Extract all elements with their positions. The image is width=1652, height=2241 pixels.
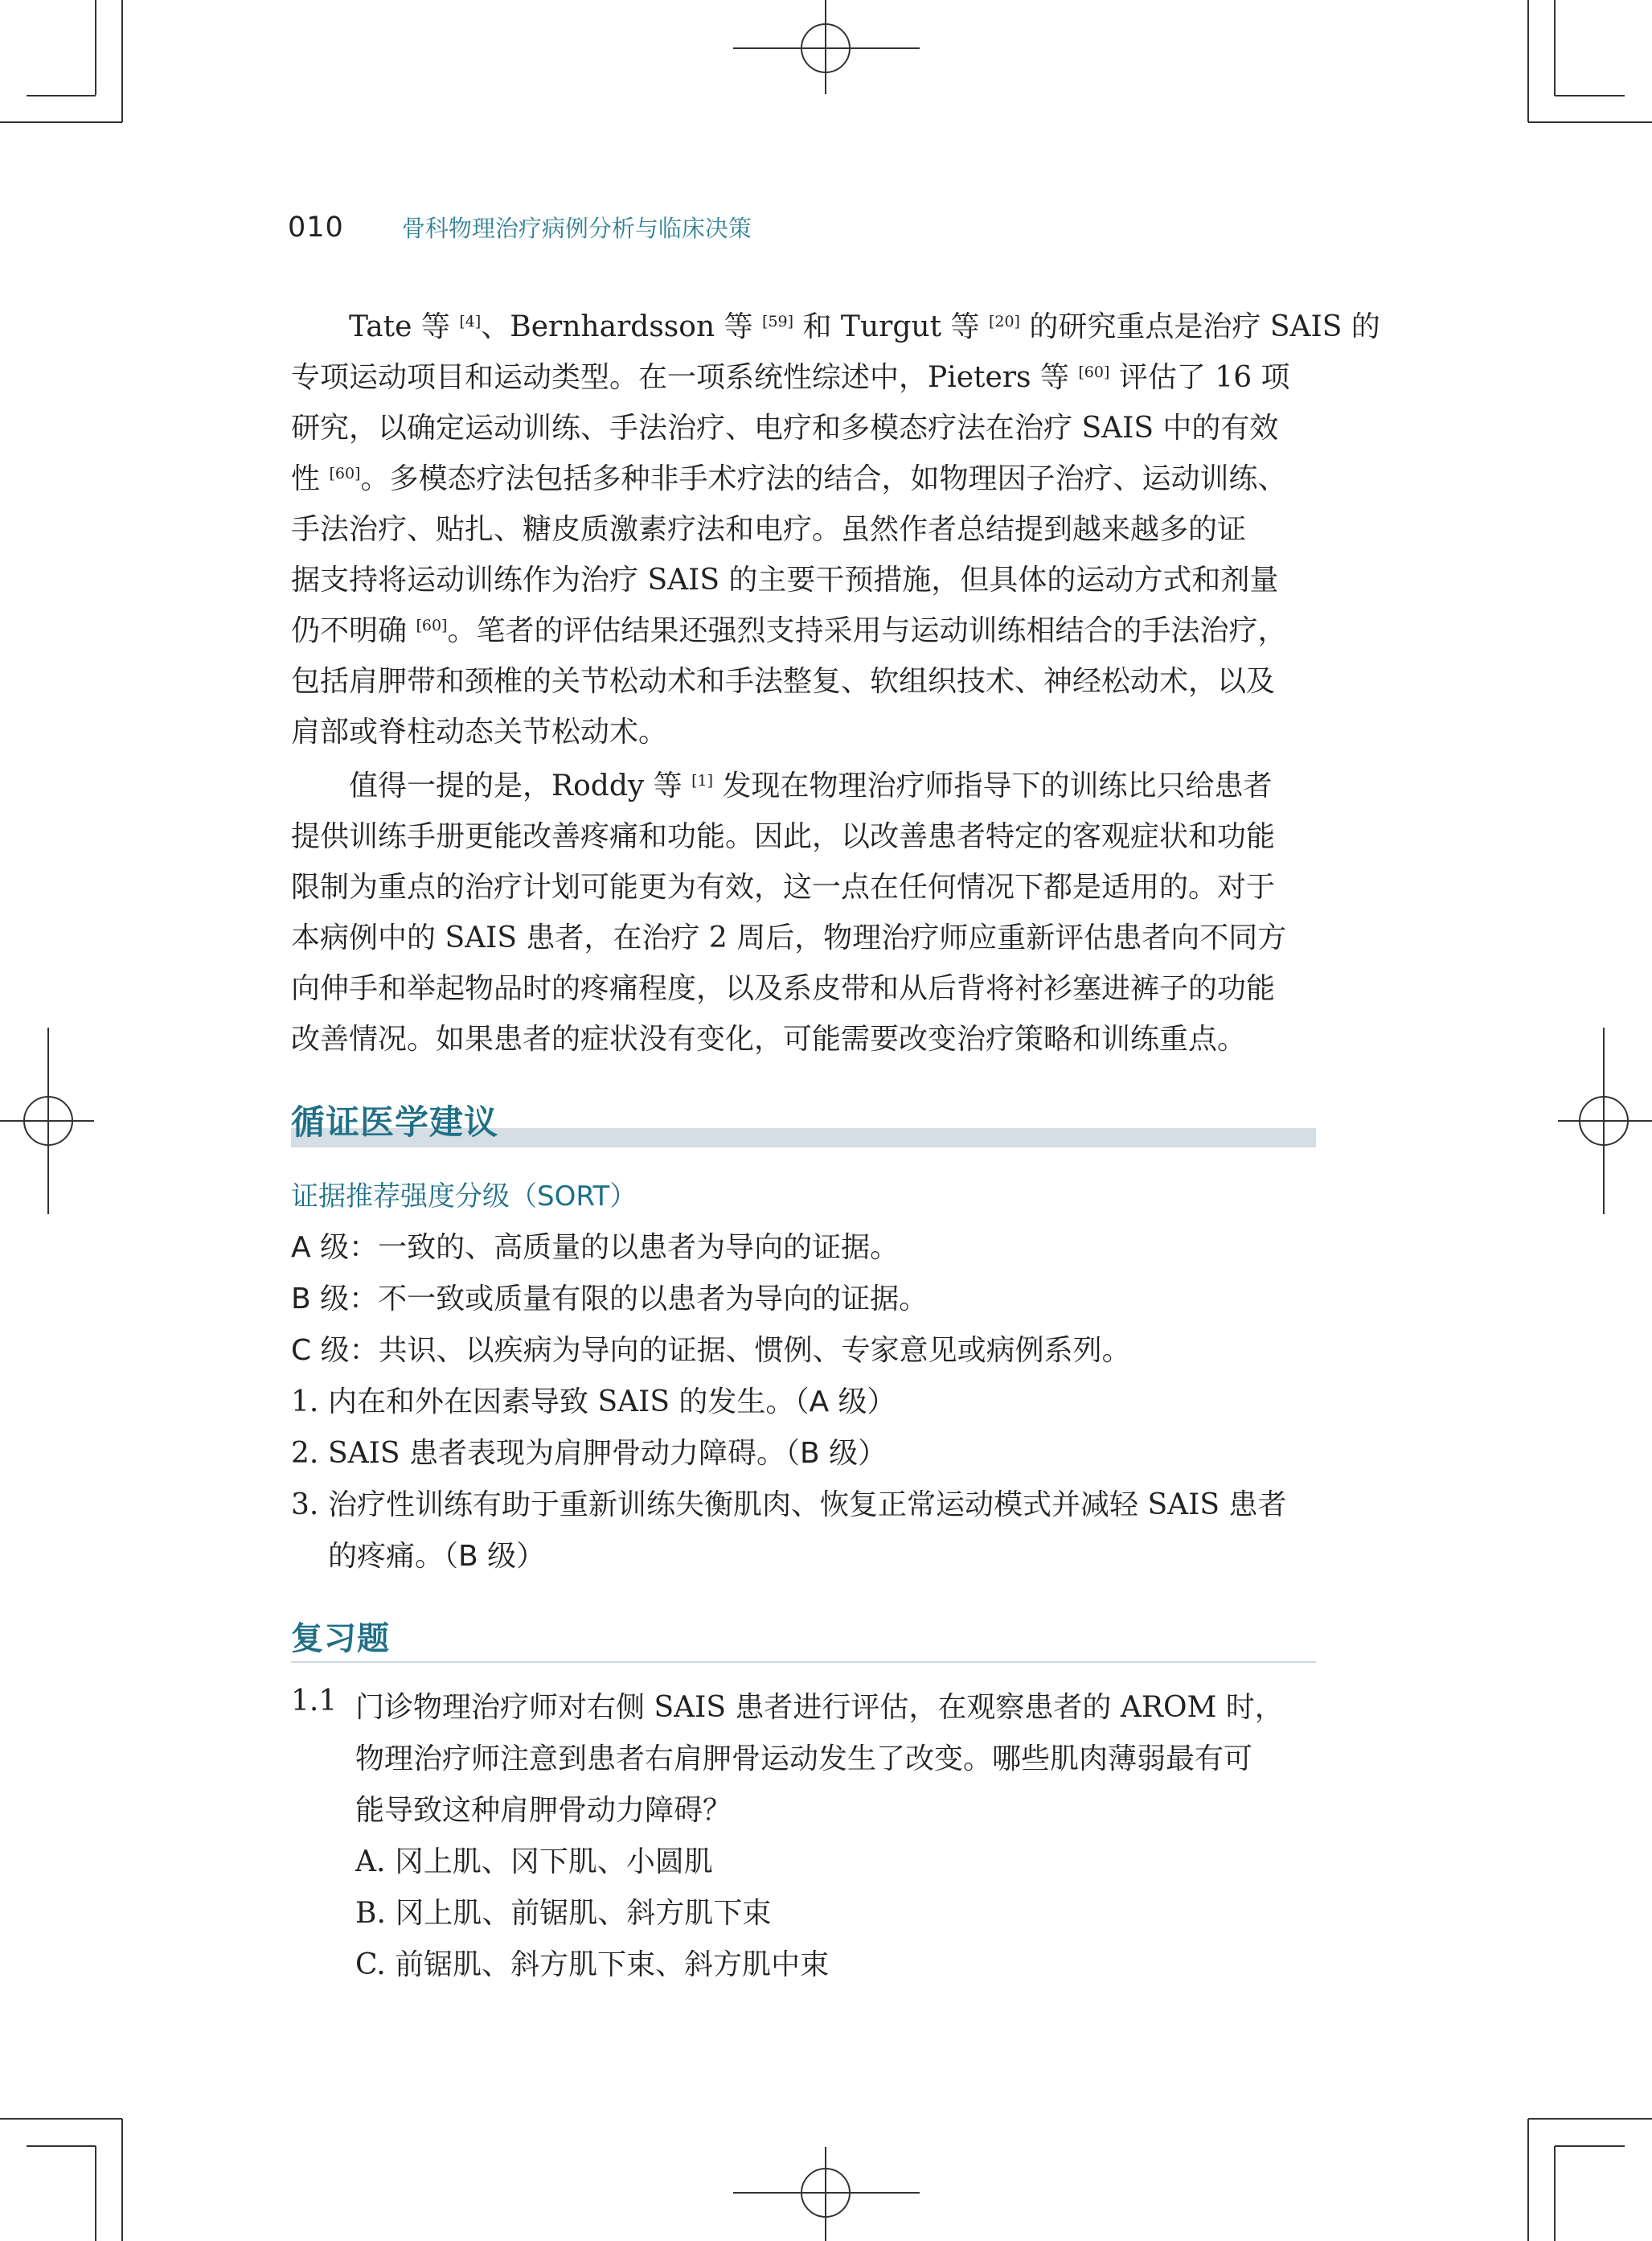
text-line: 肩部或脊柱动态关节松动术。 [291, 716, 668, 749]
recommendation-3-cont: 的疼痛。（B 级） [328, 1540, 546, 1573]
recommendation-2: 2. SAIS 患者表现为肩胛骨动力障碍。（B 级） [291, 1437, 887, 1470]
section-title-review: 复习题 [291, 1620, 390, 1657]
text-line: 向伸手和举起物品时的疼痛程度，以及系皮带和从后背将衬衫塞进裤子的功能 [291, 972, 1276, 1005]
section-title-evidence: 循证医学建议 [291, 1102, 499, 1142]
text-line: 仍不明确 [60]。笔者的评估结果还强烈支持采用与运动训练相结合的手法治疗， [291, 614, 1287, 647]
page-number: 010 [288, 211, 344, 244]
option-a: A. 冈上肌、冈下肌、小圆肌 [355, 1845, 713, 1878]
paragraph-2 [291, 761, 1316, 1065]
text-line: 改善情况。如果患者的症状没有变化，可能需要改变治疗策略和训练重点。 [291, 1023, 1247, 1056]
text-line: 包括肩胛带和颈椎的关节松动术和手法整复、软组织技术、神经松动术，以及 [291, 665, 1276, 698]
text-line: 提供训练手册更能改善疼痛和功能。因此，以改善患者特定的客观症状和功能 [291, 820, 1276, 853]
question-number: 1.1 [291, 1685, 338, 1718]
page-header [288, 211, 752, 251]
text-line: 性 [60]。多模态疗法包括多种非手术疗法的结合，如物理因子治疗、运动训练、 [291, 462, 1287, 495]
grade-a: A 级：一致的、高质量的以患者为导向的证据。 [291, 1231, 900, 1264]
text-line: 手法治疗、贴扎、糖皮质激素疗法和电疗。虽然作者总结提到越来越多的证 [291, 513, 1247, 546]
question-line: 能导致这种肩胛骨动力障碍？ [355, 1794, 732, 1827]
text-line: 专项运动项目和运动类型。在一项系统性综述中，Pieters 等 [60] 评估了 16 项 [291, 361, 1290, 394]
text-line: 值得一提的是，Roddy 等 [1] 发现在物理治疗师指导下的训练比只给患者 [349, 770, 1273, 802]
text-line: Tate 等 [4]、Bernhardsson 等 [59] 和 Turgut 等 [20] 的研究重点是治疗 SAIS 的 [349, 310, 1380, 343]
option-b: B. 冈上肌、前锯肌、斜方肌下束 [355, 1897, 772, 1930]
option-c: C. 前锯肌、斜方肌下束、斜方肌中束 [355, 1948, 830, 1981]
paragraph-1 [291, 302, 1380, 757]
recommendation-3: 3. 治疗性训练有助于重新训练失衡肌肉、恢复正常运动模式并减轻 SAIS 患者 [291, 1488, 1287, 1521]
text-line: 本病例中的 SAIS 患者，在治疗 2 周后，物理治疗师应重新评估患者向不同方 [291, 921, 1287, 954]
grade-b: B 级：不一致或质量有限的以患者为导向的证据。 [291, 1283, 928, 1315]
section-rule [291, 1661, 1316, 1663]
question-line: 物理治疗师注意到患者右肩胛骨运动发生了改变。哪些肌肉薄弱最有可 [355, 1742, 1253, 1775]
text-line: 研究，以确定运动训练、手法治疗、电疗和多模态疗法在治疗 SAIS 中的有效 [291, 412, 1279, 445]
running-title: 骨科物理治疗病例分析与临床决策 [401, 215, 752, 242]
recommendation-1: 1. 内在和外在因素导致 SAIS 的发生。（A 级） [291, 1385, 896, 1418]
sort-title: 证据推荐强度分级（SORT） [291, 1180, 637, 1213]
question-line: 门诊物理治疗师对右侧 SAIS 患者进行评估，在观察患者的 AROM 时， [355, 1691, 1284, 1724]
text-line: 限制为重点的治疗计划可能更为有效，这一点在任何情况下都是适用的。对于 [291, 871, 1276, 904]
text-line: 据支持将运动训练作为治疗 SAIS 的主要干预措施，但具体的运动方式和剂量 [291, 564, 1279, 597]
grade-c: C 级：共识、以疾病为导向的证据、惯例、专家意见或病例系列。 [291, 1334, 1131, 1367]
